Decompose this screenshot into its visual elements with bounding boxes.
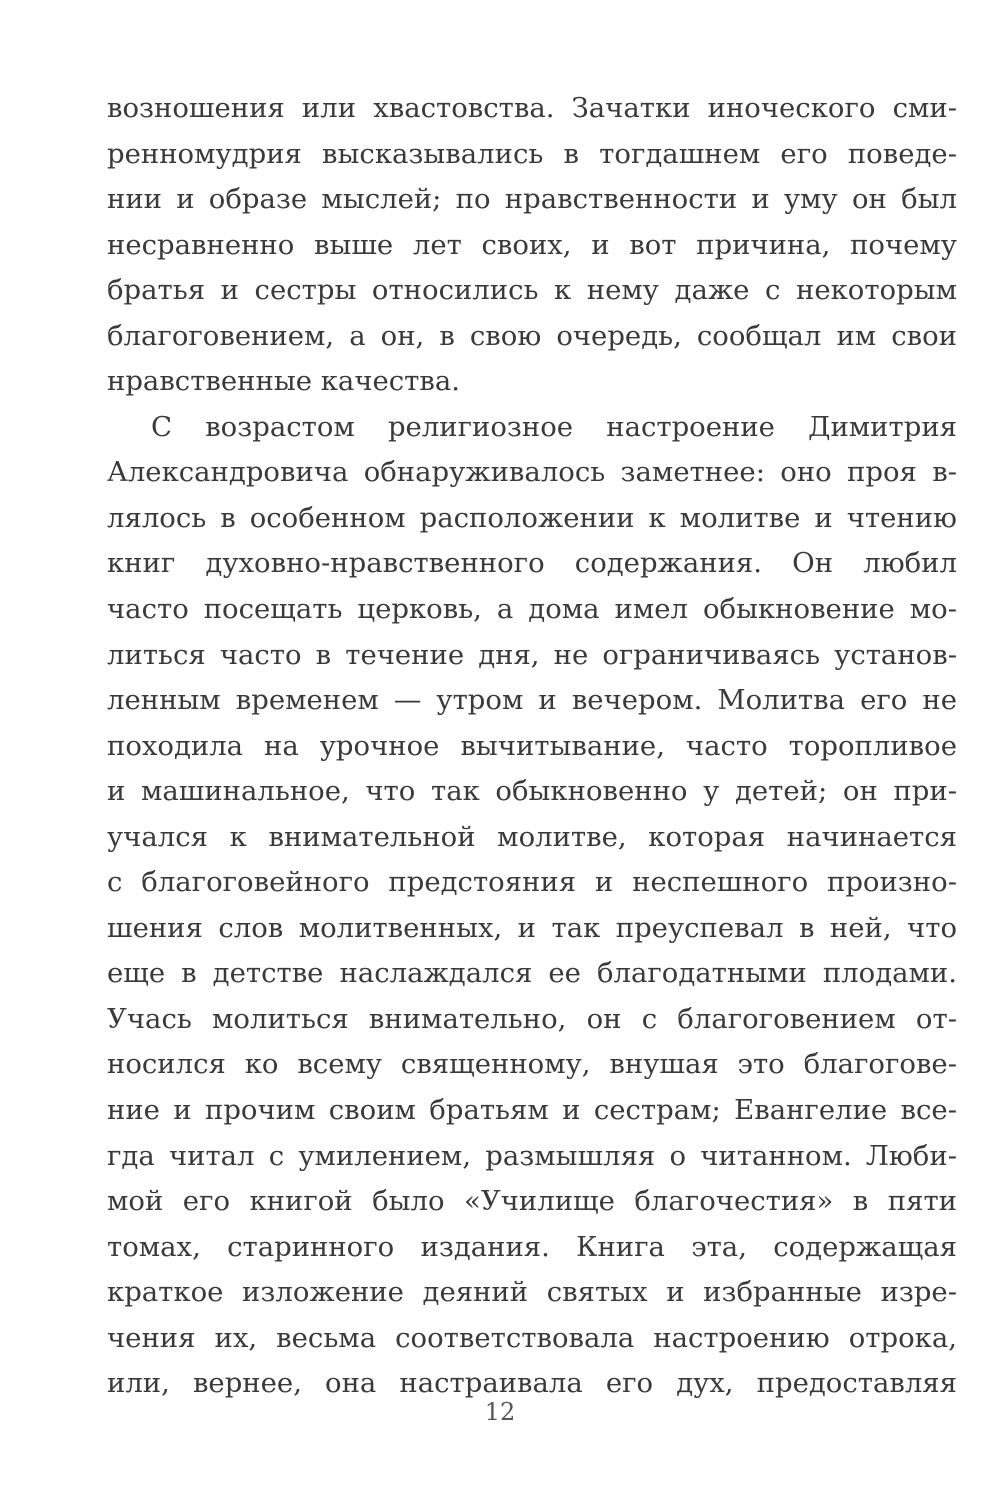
text-line: Александровича обнаруживалось заметнее: оно проя в- (107, 456, 957, 489)
text-line: еще в детстве наслаждался ее благодатными плодами. (107, 957, 957, 990)
text-line: или, вернее, она настраивала его дух, предоставляя (107, 1367, 957, 1400)
text-line: возношения или хвастовства. Зачатки иноческого сми- (107, 92, 957, 124)
text-line: лялось в особенном расположении к молитве и чтению (107, 501, 957, 534)
text-line: носился ко всему священному, внушая это благогове- (107, 1048, 957, 1081)
text-line: ренномудрия высказывались в тогдашнем его поведе- (107, 137, 957, 170)
text-line: мой его книгой было «Училище благочестия» в пяти (107, 1185, 957, 1218)
text-line: ние и прочим своим братьям и сестрам; Евангелие все- (107, 1094, 957, 1127)
text-line: с благоговейного предстояния и неспешного произно- (107, 866, 957, 899)
text-line: Учась молиться внимательно, он с благоговением от- (107, 1002, 957, 1035)
text-line: походила на урочное вычитывание, часто торопливое (107, 729, 957, 762)
text-line: и машинальное, что так обыкновенно у детей; он при- (107, 775, 957, 808)
text-line: С возрастом религиозное настроение Димитрия (151, 410, 957, 443)
text-line: книг духовно-нравственного содержания. Он любил (107, 547, 957, 580)
text-line: благоговением, а он, в свою очередь, сообщал им свои (107, 319, 957, 352)
text-line: братья и сестры относились к нему даже с некоторым (107, 274, 957, 307)
text-line: чения их, весьма соответствовала настроению отрока, (107, 1321, 957, 1354)
text-line: часто посещать церковь, а дома имел обыкновение мо- (107, 593, 957, 626)
text-line: учался к внимательной молитве, которая начинается (107, 820, 957, 853)
text-line: шения слов молитвенных, и так преуспевал в ней, что (107, 911, 957, 944)
text-line: ленным временем — утром и вечером. Молитва его не (107, 684, 957, 717)
text-line: литься часто в течение дня, не ограничиваясь установ- (107, 638, 957, 671)
page-number: 12 (484, 1398, 516, 1426)
text-line: гда читал с умилением, размышляя о читанном. Люби- (107, 1139, 957, 1172)
text-line: нравственные качества. (107, 365, 461, 398)
text-line: томах, старинного издания. Книга эта, содержащая (107, 1230, 957, 1263)
text-line: несравненно выше лет своих, и вот причина, почему (107, 228, 957, 261)
body-text (107, 86, 957, 1407)
text-line: краткое изложение деяний святых и избранные изре- (107, 1276, 957, 1309)
text-line: нии и образе мыслей; по нравственности и уму он был (107, 183, 957, 216)
